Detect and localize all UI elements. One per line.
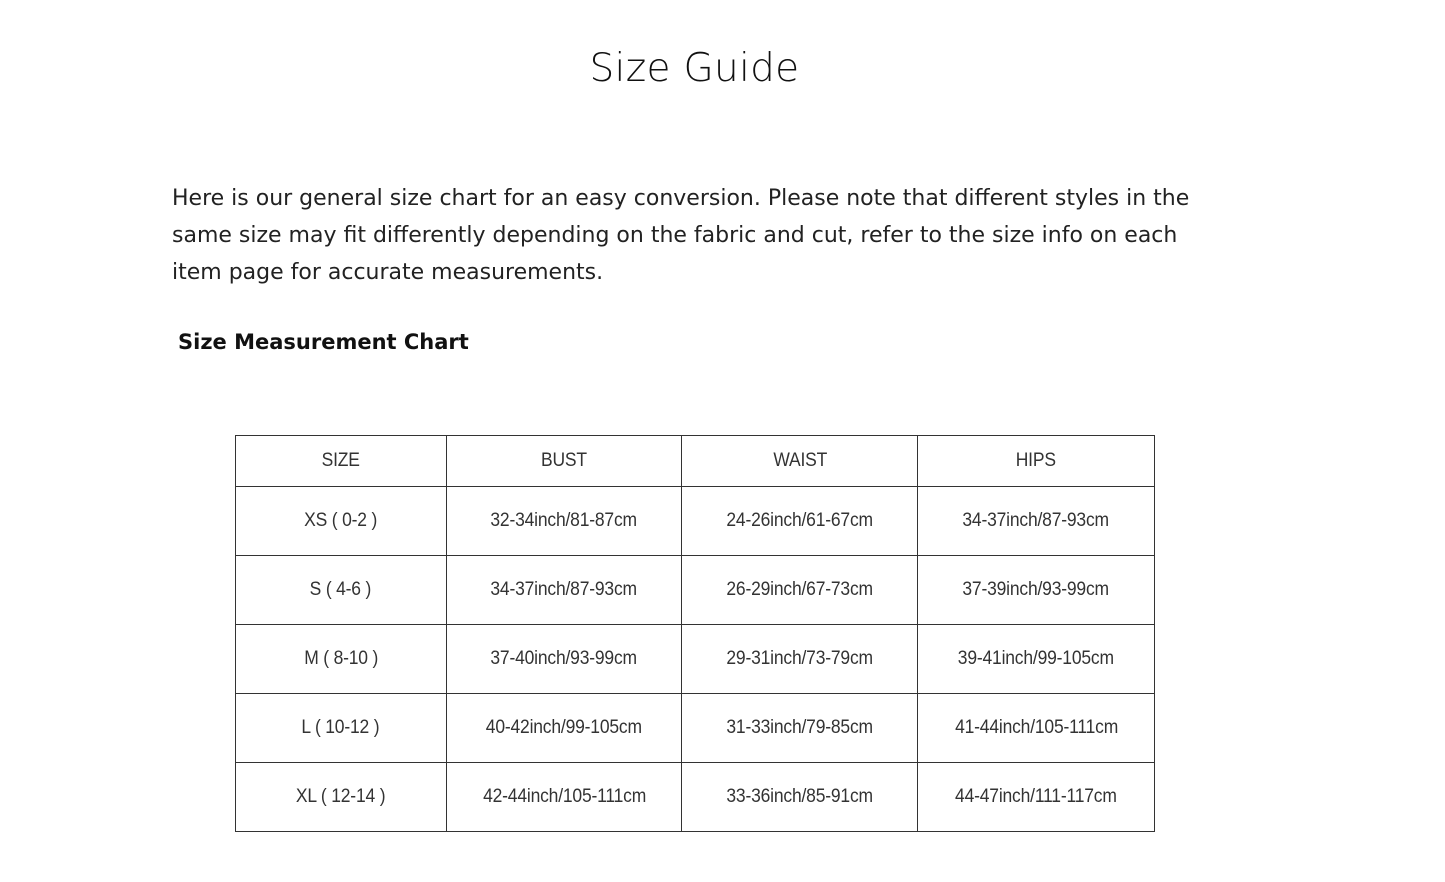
cell-bust: 37-40inch/93-99cm — [446, 625, 682, 694]
size-measurement-table — [235, 435, 1155, 832]
cell-waist: 29-31inch/73-79cm — [682, 625, 918, 694]
cell-bust: 42-44inch/105-111cm — [446, 763, 682, 832]
cell-hips: 34-37inch/87-93cm — [918, 487, 1155, 556]
cell-hips: 39-41inch/99-105cm — [918, 625, 1155, 694]
header-bust: BUST — [446, 436, 682, 487]
cell-hips: 44-47inch/111-117cm — [918, 763, 1155, 832]
cell-hips: 41-44inch/105-111cm — [918, 694, 1155, 763]
page-title: Size Guide — [589, 46, 800, 91]
cell-bust: 40-42inch/99-105cm — [446, 694, 682, 763]
table-row — [236, 556, 1155, 625]
intro-paragraph: Here is our general size chart for an easy conversion. Please note that different styles in the same size may fit differently depending on the fabric and cut, refer to the size info on each item page for accurate measurements. — [172, 186, 1190, 285]
cell-bust: 34-37inch/87-93cm — [446, 556, 682, 625]
table-row — [236, 694, 1155, 763]
header-waist: WAIST — [682, 436, 918, 487]
table-row — [236, 625, 1155, 694]
cell-bust: 32-34inch/81-87cm — [446, 487, 682, 556]
cell-size: M ( 8-10 ) — [236, 625, 447, 694]
cell-size: L ( 10-12 ) — [236, 694, 447, 763]
table-row — [236, 763, 1155, 832]
cell-size: XS ( 0-2 ) — [236, 487, 447, 556]
cell-waist: 31-33inch/79-85cm — [682, 694, 918, 763]
cell-size: XL ( 12-14 ) — [236, 763, 447, 832]
header-size: SIZE — [236, 436, 447, 487]
cell-hips: 37-39inch/93-99cm — [918, 556, 1155, 625]
header-hips: HIPS — [918, 436, 1155, 487]
cell-size: S ( 4-6 ) — [236, 556, 447, 625]
size-chart-heading: Size Measurement Chart — [178, 330, 469, 354]
table-row — [236, 487, 1155, 556]
table-header-row — [236, 436, 1155, 487]
cell-waist: 33-36inch/85-91cm — [682, 763, 918, 832]
cell-waist: 26-29inch/67-73cm — [682, 556, 918, 625]
cell-waist: 24-26inch/61-67cm — [682, 487, 918, 556]
